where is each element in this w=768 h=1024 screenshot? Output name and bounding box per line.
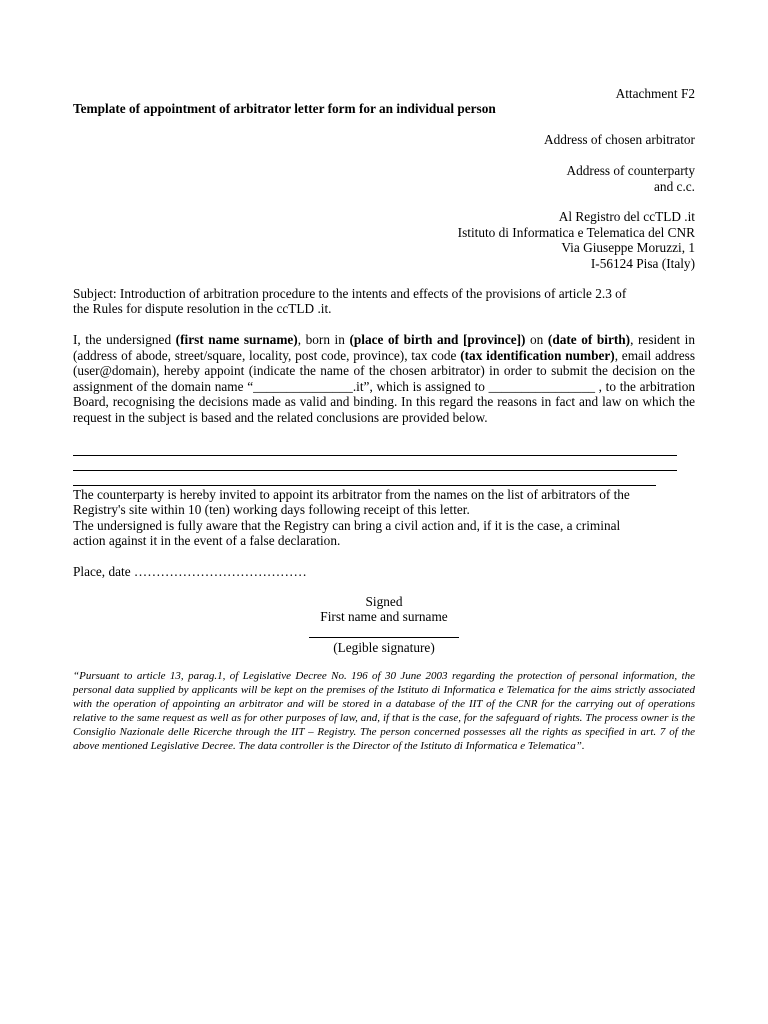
document-title: Template of appointment of arbitrator letter form for an individual person [73, 101, 496, 116]
reasons-line-1 [73, 455, 677, 456]
and-cc: and c.c. [654, 179, 695, 194]
body-text: , born in [297, 332, 350, 347]
body-paragraph [73, 332, 695, 426]
reasons-line-2 [73, 470, 677, 471]
place-date: Place, date ………………………………… [73, 564, 307, 579]
body-text: , resident in (address of abode, street/square, locality, post code, province), tax code [73, 332, 695, 363]
first-name-surname-label: First name and surname [320, 609, 448, 624]
subject-line-2: the Rules for dispute resolution in the ccTLD .it. [73, 301, 332, 316]
registry-line-1: Al Registro del ccTLD .it [558, 209, 695, 224]
field-place-of-birth: (place of birth and [province]) [349, 332, 526, 347]
privacy-notice: “Pursuant to article 13, parag.1, of Legislative Decree No. 196 of 30 June 2003 regarding the protection of personal information, the personal data supplied by applicants will be kept on the premises of the Istituto di Informatica e Telematica for the aims strictly associated with the operation of appointing an arbitrator and will be stored in a database of the IIT of the CNR for the carrying out of operations relative to the same request as well as for other purposes of law, and, if that is the case, for the safeguard of rights. The process owner is the Consiglio Nazionale delle Ricerche through the IIT – Registry. The person concerned possesses all the rights as specified in art. 7 of the above mentioned Legislative Decree. The data controller is the Director of the Istituto di Informatica e Telematica”. [73, 670, 695, 752]
signed-label: Signed [365, 594, 403, 609]
field-date-of-birth: (date of birth) [547, 332, 631, 347]
body-text: , email address (user@domain), hereby appoint (indicate the name of the chosen arbitrator) in order to submit the decision on the assignment of the domain name “_______________.it”, which is assigned to ________________ , to the arbitration Board, recognising the decisions made as valid and binding. In this regard the reasons in fact and law on which the request in the subject is based and the related conclusions are provided below. [73, 347, 695, 425]
reasons-line-3 [73, 485, 656, 486]
invite-line-1: The counterparty is hereby invited to appoint its arbitrator from the names on the list of arbitrators of the [73, 487, 630, 502]
body-text: I, the undersigned [73, 332, 176, 347]
registry-line-2: Istituto di Informatica e Telematica del CNR [457, 225, 695, 240]
invite-line-2: Registry's site within 10 (ten) working days following receipt of this letter. [73, 502, 470, 517]
body-text: on [525, 332, 548, 347]
address-arbitrator: Address of chosen arbitrator [543, 132, 695, 147]
field-tax-id: (tax identification number) [460, 347, 615, 363]
aware-line-2: action against it in the event of a false declaration. [73, 533, 341, 548]
signature-line [309, 637, 459, 638]
registry-line-4: I-56124 Pisa (Italy) [590, 256, 695, 271]
field-first-name-surname: (first name surname) [175, 332, 298, 347]
address-counterparty: Address of counterparty [566, 163, 695, 178]
subject-line-1: Subject: Introduction of arbitration procedure to the intents and effects of the provisions of article 2.3 of [73, 286, 627, 301]
legible-signature-label: (Legible signature) [333, 640, 435, 655]
aware-line-1: The undersigned is fully aware that the Registry can bring a civil action and, if it is the case, a criminal [73, 518, 621, 533]
attachment-label: Attachment F2 [615, 86, 695, 101]
registry-line-3: Via Giuseppe Moruzzi, 1 [561, 240, 695, 255]
